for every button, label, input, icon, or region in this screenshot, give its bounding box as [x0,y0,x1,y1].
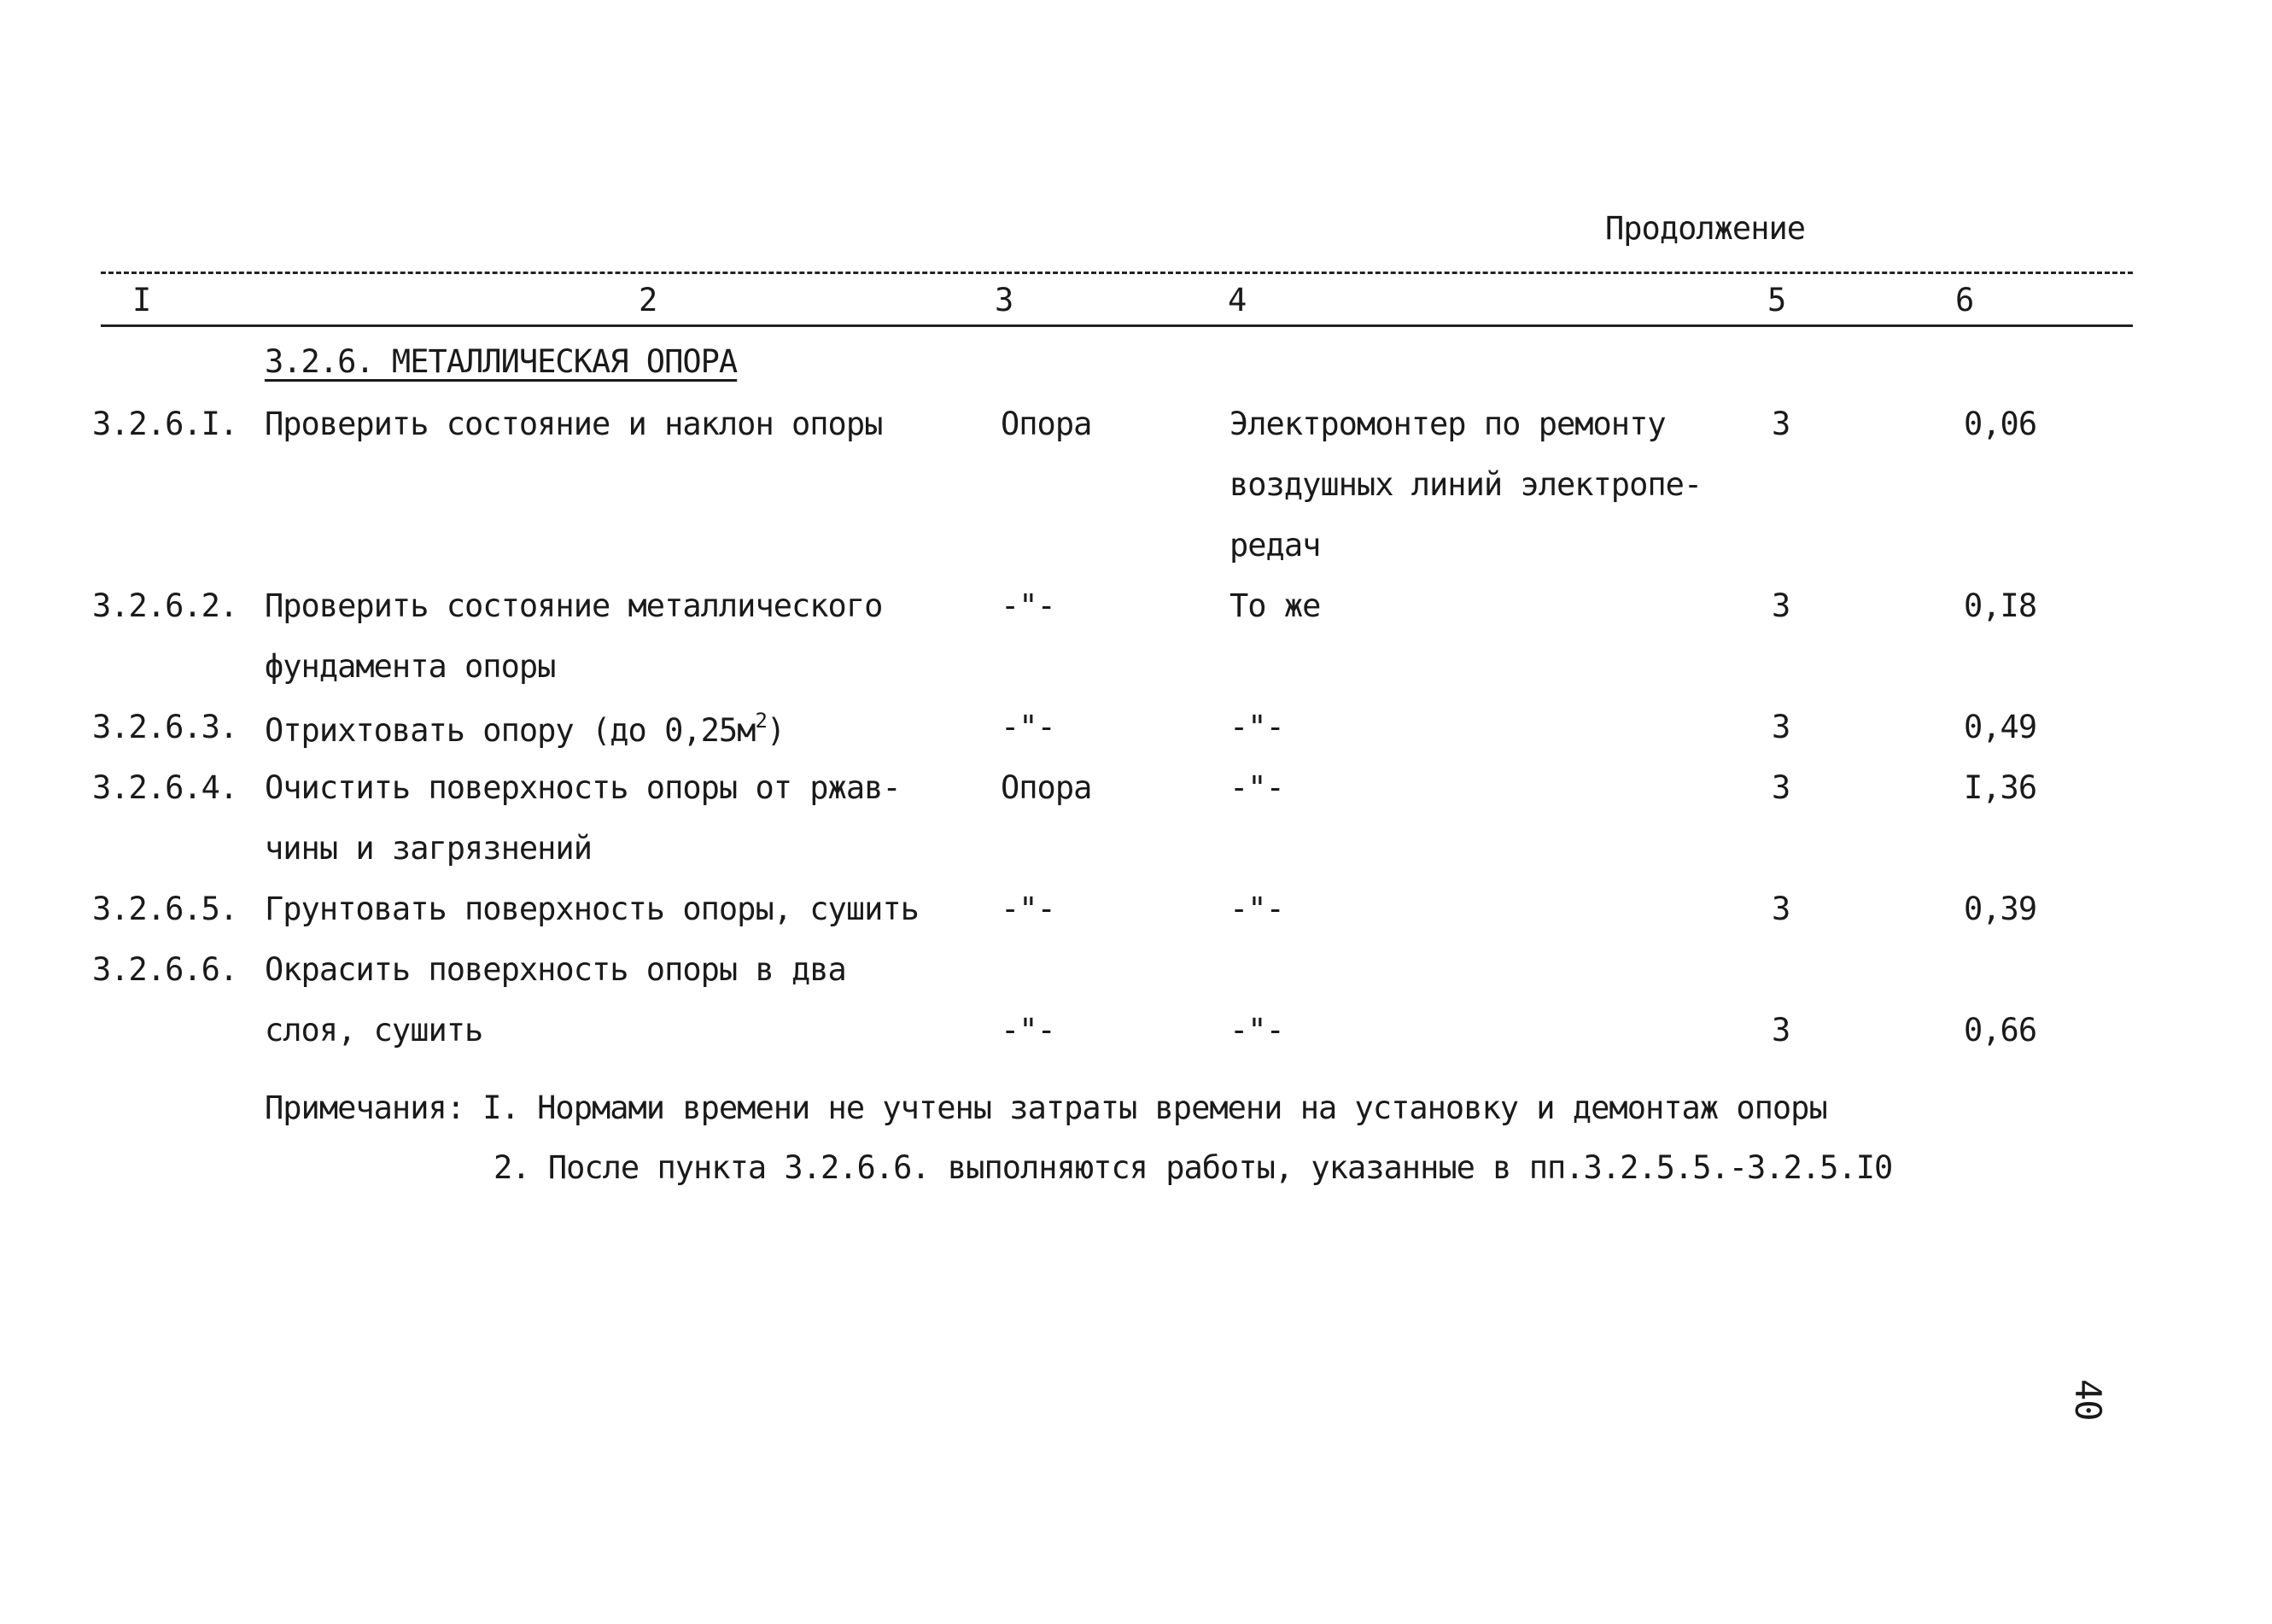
worker-text: Электромонтер по ремонту [1229,406,1666,442]
column-header-3: 3 [995,282,1013,318]
task-text: Окрасить поверхность опоры в два [265,951,846,988]
page-number: 40 [2067,1379,2109,1421]
task-text: фундамента опоры [265,648,556,685]
unit-text: Опора [1001,406,1092,442]
row-number: 3.2.6.2. [92,587,238,624]
column-header-5: 5 [1767,282,1786,318]
worker-text: редач [1229,527,1321,564]
row-number: 3.2.6.5. [92,891,238,927]
time-text: 0,39 [1964,891,2037,927]
note-1: Примечания: I. Нормами времени не учтены затраты времени на установку и демонтаж опоры [265,1089,1827,1126]
grade-text: 3 [1772,1012,1790,1049]
task-text: чины и загрязнений [265,830,592,867]
column-header-2: 2 [639,282,657,318]
grade-text: 3 [1772,709,1790,745]
grade-text: 3 [1772,891,1790,927]
section-title: 3.2.6. МЕТАЛЛИЧЕСКАЯ ОПОРА [265,343,738,380]
grade-text: 3 [1772,769,1790,806]
column-header-6: 6 [1955,282,1974,318]
grade-text: 3 [1772,587,1790,624]
continuation-label: Продолжение [1605,210,1806,247]
task-text: Проверить состояние и наклон опоры [265,406,883,442]
time-text: 0,66 [1964,1012,2037,1049]
table-header-rule [101,324,2133,327]
worker-text: То же [1229,587,1321,624]
task-text: Отрихтовать опору (до $0,25м^2$) [265,709,786,749]
row-number: 3.2.6.3. [92,709,238,745]
worker-text: -"- [1229,1012,1284,1049]
note-2: 2. После пункта 3.2.6.6. выполняются работы, указанные в пп.3.2.5.5.-3.2.5.I0 [494,1149,1893,1186]
unit-text: -"- [1001,891,1055,927]
task-text: Проверить состояние металлического [265,587,883,624]
unit-text: -"- [1001,1012,1055,1049]
column-header-1: I [132,282,151,318]
superscript: 2 [755,709,767,733]
worker-text: воздушных линий электропе- [1229,466,1703,503]
row-number: 3.2.6.I. [92,406,238,442]
task-text: слоя, сушить [265,1012,483,1049]
row-number: 3.2.6.6. [92,951,238,988]
unit-text: Опора [1001,769,1092,806]
task-text: Очистить поверхность опоры от ржав- [265,769,901,806]
task-text: Грунтовать поверхность опоры, сушить [265,891,919,927]
worker-text: -"- [1229,769,1284,806]
worker-text: -"- [1229,709,1284,745]
table-top-rule [101,272,2133,274]
time-text: 0,I8 [1964,587,2037,624]
unit-text: -"- [1001,587,1055,624]
row-number: 3.2.6.4. [92,769,238,806]
worker-text: -"- [1229,891,1284,927]
unit-text: -"- [1001,709,1055,745]
column-header-4: 4 [1228,282,1247,318]
time-text: 0,49 [1964,709,2037,745]
grade-text: 3 [1772,406,1790,442]
time-text: I,36 [1964,769,2037,806]
time-text: 0,06 [1964,406,2037,442]
